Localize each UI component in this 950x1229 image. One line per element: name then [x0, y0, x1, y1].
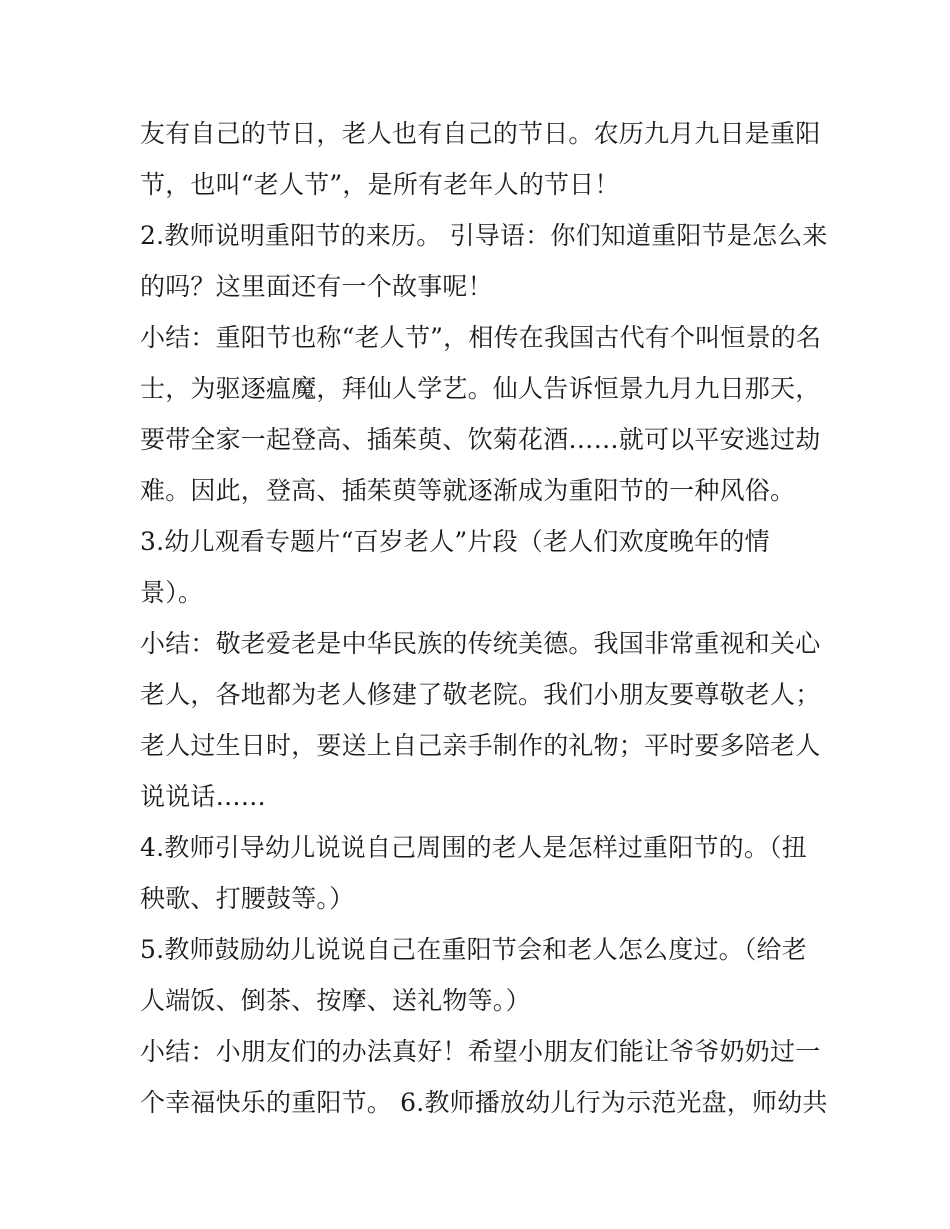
text-line: 3.幼儿观看专题片“百岁老人”片段（老人们欢度晚年的情 — [140, 527, 770, 556]
text-line: 小结：小朋友们的办法真好！希望小朋友们能让爷爷奶奶过一 — [140, 1037, 821, 1066]
text-line: 秧歌、打腰鼓等。） — [140, 884, 355, 913]
text-line: 2.教师说明重阳节的来历。 引导语：你们知道重阳节是怎么来 — [140, 221, 828, 250]
text-line: 老人过生日时，要送上自己亲手制作的礼物；平时要多陪老人 — [140, 731, 821, 760]
text-line: 人端饭、倒茶、按摩、送礼物等。） — [140, 986, 531, 1015]
text-line: 友有自己的节日，老人也有自己的节日。农历九月九日是重阳 — [140, 119, 821, 148]
document-body — [140, 108, 830, 1128]
text-line: 4.教师引导幼儿说说自己周围的老人是怎样过重阳节的。（扭 — [140, 833, 807, 862]
text-line: 老人，各地都为老人修建了敬老院。我们小朋友要尊敬老人； — [140, 680, 821, 709]
text-line: 难。因此，登高、插茱萸等就逐渐成为重阳节的一种风俗。 — [140, 476, 796, 505]
text-line: 要带全家一起登高、插茱萸、饮菊花酒……就可以平安逃过劫 — [140, 425, 821, 454]
text-line: 个幸福快乐的重阳节。 6.教师播放幼儿行为示范光盘，师幼共 — [140, 1088, 828, 1117]
text-line: 的吗？这里面还有一个故事呢！ — [140, 272, 493, 301]
text-line: 5.教师鼓励幼儿说说自己在重阳节会和老人怎么度过。（给老 — [140, 935, 807, 964]
text-line: 士，为驱逐瘟魔，拜仙人学艺。仙人告诉恒景九月九日那天， — [140, 374, 821, 403]
text-line: 小结：重阳节也称“老人节”，相传在我国古代有个叫恒景的名 — [140, 323, 822, 352]
text-line: 景）。 — [140, 578, 204, 607]
text-line: 小结：敬老爱老是中华民族的传统美德。我国非常重视和关心 — [140, 629, 821, 658]
text-line: 节，也叫“老人节”，是所有老年人的节日！ — [140, 170, 620, 199]
text-line: 说说话…… — [140, 782, 267, 811]
